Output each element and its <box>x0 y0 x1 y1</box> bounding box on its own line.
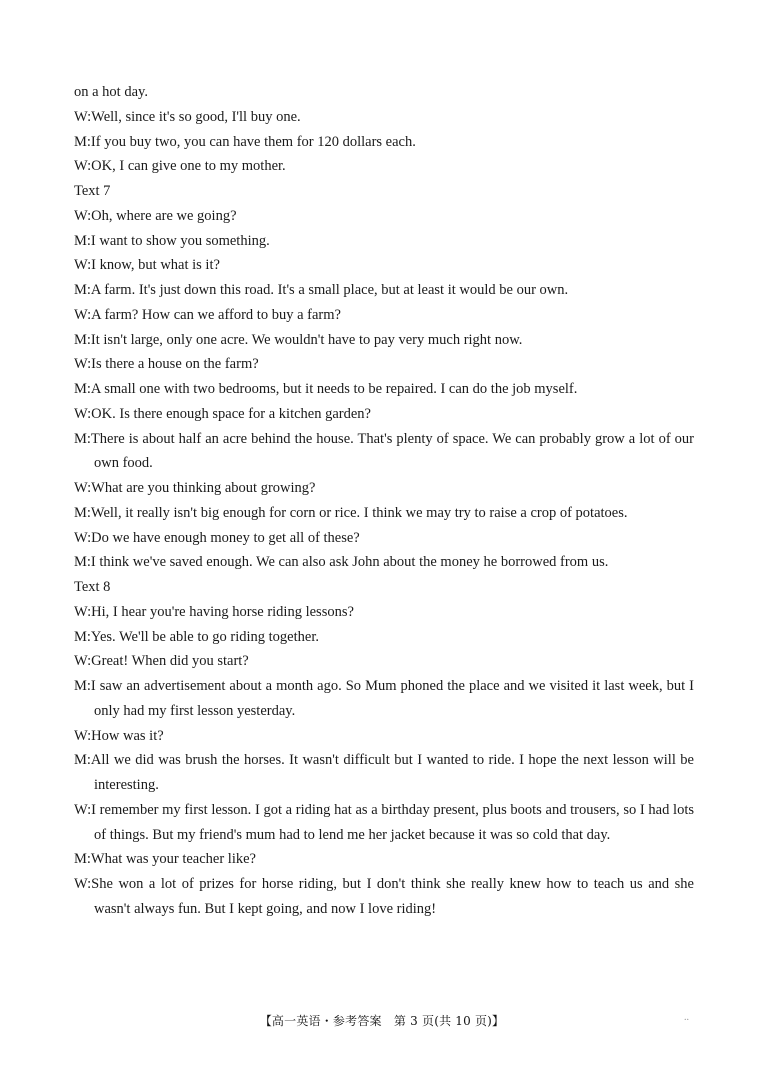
footer-mark: .. <box>684 1012 689 1023</box>
dialogue-line: M:What was your teacher like? <box>74 851 256 868</box>
dialogue-line: M:I think we've saved enough. We can also ask John about the money he borrowed from us. <box>74 554 609 571</box>
continuation-line: on a hot day. <box>74 84 148 100</box>
dialogue-line: M:I want to show you something. <box>74 232 270 249</box>
dialogue-line: M:A small one with two bedrooms, but it needs to be repaired. I can do the job myself. <box>74 381 578 397</box>
dialogue-line: W:OK, I can give one to my mother. <box>74 158 286 175</box>
dialogue-line: W:A farm? How can we afford to buy a farm? <box>74 306 341 323</box>
text7-heading: Text 7 <box>74 183 111 199</box>
dialogue-line: M:If you buy two, you can have them for 120 dollars each. <box>74 133 416 150</box>
transcript-body <box>74 80 694 922</box>
dialogue-line: M:All we did was brush the horses. It wasn't difficult but I wanted to ride. I hope the next lesson will be interesting. <box>74 752 694 793</box>
dialogue-line: W:Is there a house on the farm? <box>74 356 259 373</box>
dialogue-line: M:I saw an advertisement about a month ago. So Mum phoned the place and we visited it last week, but I only had my first lesson yesterday. <box>74 678 694 719</box>
dialogue-line: M:Yes. We'll be able to go riding together. <box>74 628 319 645</box>
page-footer: 【高一英语・参考答案 第 3 页(共 10 页)】 <box>259 1014 505 1028</box>
dialogue-line: W:I know, but what is it? <box>74 257 220 274</box>
dialogue-line: W:Great! When did you start? <box>74 653 249 670</box>
dialogue-line: W:Hi, I hear you're having horse riding lessons? <box>74 603 354 620</box>
dialogue-line: W:Well, since it's so good, I'll buy one. <box>74 108 301 125</box>
dialogue-line: M:A farm. It's just down this road. It's a small place, but at least it would be our own. <box>74 282 569 298</box>
text8-heading: Text 8 <box>74 579 111 595</box>
dialogue-line: W:How was it? <box>74 727 164 744</box>
dialogue-line: M:It isn't large, only one acre. We wouldn't have to pay very much right now. <box>74 331 523 348</box>
dialogue-line: W:She won a lot of prizes for horse riding, but I don't think she really knew how to teach us and she wasn't always fun. But I kept going, and now I love riding! <box>74 876 694 917</box>
dialogue-line: W:OK. Is there enough space for a kitchen garden? <box>74 405 371 422</box>
dialogue-line: W:What are you thinking about growing? <box>74 480 316 496</box>
dialogue-line: W:Oh, where are we going? <box>74 207 237 224</box>
dialogue-line: W:Do we have enough money to get all of these? <box>74 529 360 546</box>
dialogue-line: M:There is about half an acre behind the house. That's plenty of space. We can probably grow a lot of our own food. <box>74 430 694 472</box>
dialogue-line: W:I remember my first lesson. I got a riding hat as a birthday present, plus boots and trousers, so I had lots of things. But my friend's mum had to lend me her jacket because it was so cold that day. <box>74 801 694 843</box>
dialogue-line: M:Well, it really isn't big enough for corn or rice. I think we may try to raise a crop of potatoes. <box>74 504 628 521</box>
